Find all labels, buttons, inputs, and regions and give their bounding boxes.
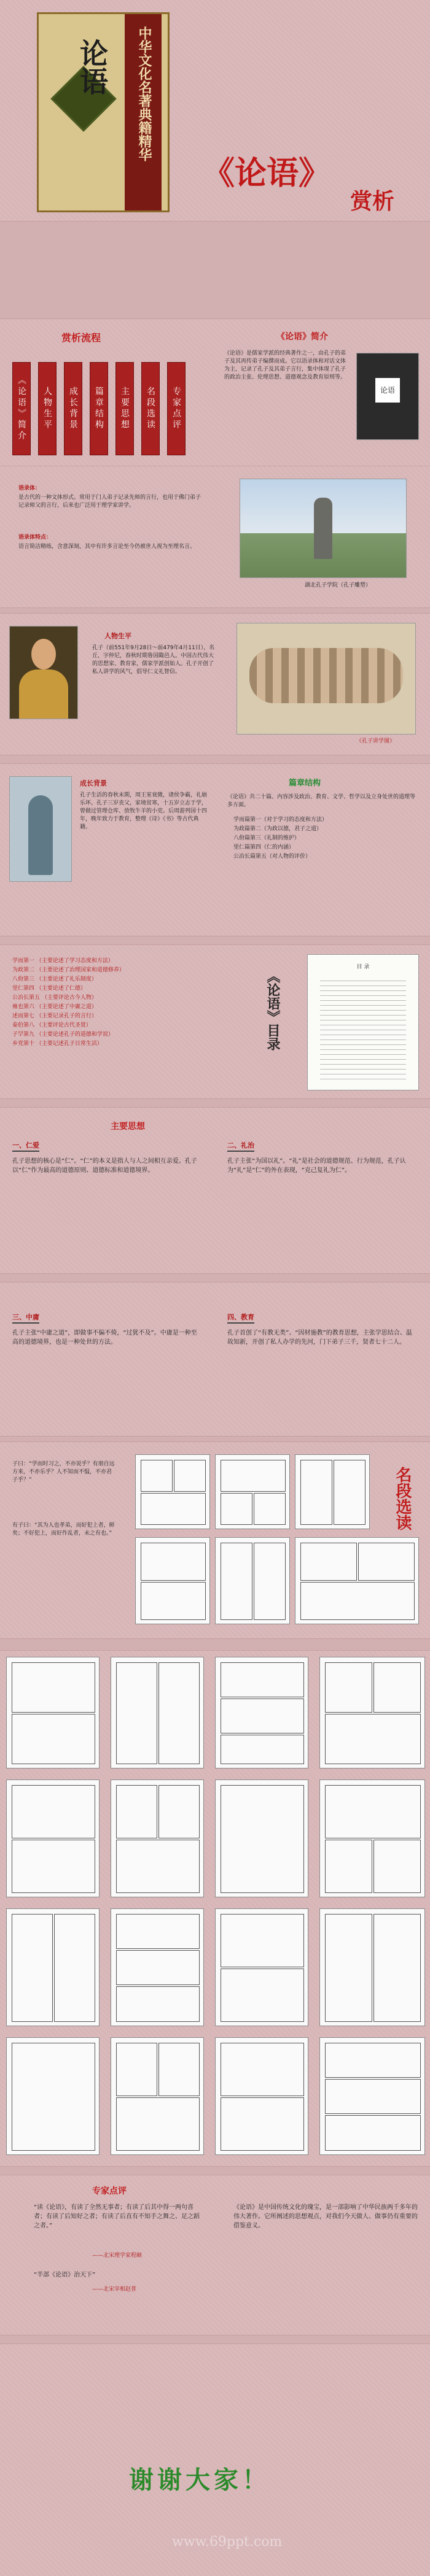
comic-grid-4 [319,1657,425,1768]
book-image-label: 论语 [375,378,400,403]
expert-quote-2: “半部《论语》治天下” [34,2272,96,2278]
painting-figures [249,648,403,703]
slide-expert [0,2175,430,2335]
sub-title: 赏析 [350,188,395,214]
thought-title: 主要思想 [111,1122,145,1132]
comic-grid-13 [6,2037,100,2155]
slide-selected-reading [0,1442,430,1638]
toc-item-10: 乡党第十 （主要记述孔子日常生活） [12,1041,103,1047]
flow-title: 赏析流程 [61,332,101,344]
thanks-text: 谢谢大家！ [129,2466,270,2494]
comic-grid-3 [215,1657,308,1768]
comic-grid-12 [319,1908,425,2026]
comic-grid-1 [6,1657,100,1768]
step-6[interactable]: 名段选读 [141,362,160,455]
comic-grid-14 [111,2037,204,2155]
slide-flow-intro [0,319,430,491]
bg-title: 成长背景 [80,779,107,787]
toc-page-header: 目 录 [356,964,370,970]
step-7[interactable]: 专家点评 [167,362,186,455]
thought-h3: 三、中庸 [12,1313,39,1324]
comic-2 [215,1454,290,1529]
slide-comics [0,1651,430,2166]
book-cover [37,12,170,212]
toc-title: 《论语》目录 [265,970,281,1051]
portrait-face [31,639,56,669]
slide-toc [0,945,430,1098]
toc-item-6: 雍也第六 （主要论述了中庸之道） [12,1004,97,1010]
yulu-label: 语录体： [18,485,41,492]
comic-4 [135,1537,210,1624]
reading-text-2: 有子曰：“其为人也孝弟，而好犯上者，鲜矣；不好犯上，而好作乱者，未之有也。” [12,1522,115,1537]
struct-item-2: 为政篇第二（为政以德，君子之道） [233,826,322,832]
comic-grid-6 [111,1780,204,1897]
slide-life [0,614,430,755]
comic-grid-7 [215,1780,308,1897]
expert-quote-1: “读《论语》，有读了全然无事者；有读了后其中得一两句喜者；有读了后知好之者；有读了后直有不知手之舞之、足之蹈之者。” [34,2204,200,2229]
comic-1 [135,1454,210,1529]
life-title: 人物生平 [104,632,131,640]
step-3[interactable]: 成长背景 [64,362,82,455]
thought-h2: 二、礼治 [227,1141,254,1152]
comic-6 [295,1537,419,1624]
painting-caption: 《孔子讲学图》 [356,738,396,744]
expert-right-text: 《论语》是中国传统文化的瑰宝，是一部影响了中华民族两千多年的伟大著作。它所阐述的思想观点，对我们今天做人、做事仍有重要的借鉴意义。 [233,2204,418,2229]
lecture-painting [237,623,416,735]
toc-item-2: 为政第二 （主要论述了治理国家和道德修养） [12,967,125,973]
bg-text: 孔子生活的春秋末期，周王室衰微，诸侯争霸，礼崩乐坏。孔子三岁丧父，家境贫寒，十五岁立志于学，曾做过管理仓库、放牧牛羊的小吏。后周游列国十四年，晚年致力于教育，整理《诗》《书》等古代典籍。 [80,792,208,830]
life-text: 孔子（前551年9月28日～前479年4月11日），名丘，字仲尼，春秋时期鲁国陬邑人。中国古代伟大的思想家、教育家，儒家学派创始人。孔子开创了私人讲学的风气，倡导仁义礼智信。 [92,645,215,675]
thought-p3: 孔子主张“中庸之道”，即做事不偏不倚，“过犹不及”。中庸是一种至高的道德境界，也是一种处世的方法。 [12,1330,197,1346]
book-image [356,353,419,440]
struct-title: 篇章结构 [289,779,321,788]
intro-text: 《论语》是儒家学派的经典著作之一，由孔子的弟子及其再传弟子编撰而成。它以语录体和对话文体为主，记录了孔子及其弟子言行，集中体现了孔子的政治主张、伦理思想、道德观念及教育原则等。 [224,350,346,380]
step-5[interactable]: 主要思想 [115,362,134,455]
cover-slide [0,0,430,221]
statue-figure [314,498,332,559]
thought-p2: 孔子主张“为国以礼”。“礼”是社会的道德规范、行为规范，孔子认为“礼”是“仁”的外在表现，“克己复礼为仁”。 [227,1158,406,1174]
book-spine-text: 中华文化名著典籍精华 [136,26,152,161]
expert-src-2: ——北宋宰相赵普 [92,2286,137,2293]
thought-p4: 孔子首创了“有教无类”、“因材施教”的教育思想，主张学思结合、温故知新，开创了私人办学的先河，门下弟子三千，贤者七十二人。 [227,1330,412,1346]
comic-grid-15 [215,2037,308,2155]
yulu-feature-label: 语录体特点： [18,534,52,541]
background-figure [28,795,53,875]
toc-page-lines [320,976,406,1081]
watermark: www.69ppt.com [172,2534,283,2550]
comic-grid-11 [215,1908,308,2026]
step-2[interactable]: 人物生平 [38,362,57,455]
toc-item-8: 泰伯第八 （主要评论古代圣贤） [12,1022,92,1028]
yulu-feature-text: 语言简洁精练，含意深刻，其中有许多言论至今仍被世人视为至理名言。 [18,544,196,550]
statue-caption: 湖北孔子学院（孔子雕塑） [304,582,371,588]
thought-p1: 孔子思想的核心是“仁”。“仁”的本义是指人与人之间相互亲爱。孔子以“仁”作为最高的道德原则、道德标准和道德境界。 [12,1158,197,1174]
intro-title: 《论语》简介 [276,332,328,342]
toc-item-4: 里仁第四 （主要论述了仁德） [12,985,86,992]
struct-item-5: 公冶长篇第五（对人物的评价） [233,854,311,860]
toc-item-5: 公冶长第五 （主要评论古今人物） [12,995,97,1001]
main-title: 《论语》 [203,155,331,192]
comic-grid-10 [111,1908,204,2026]
portrait-robe [19,669,68,719]
struct-item-3: 八佾篇第三（礼制的维护） [233,835,300,841]
slide-background-structure [0,764,430,936]
toc-page [307,954,419,1090]
comic-grid-2 [111,1657,204,1768]
thought-h4: 四、教育 [227,1313,254,1324]
step-1[interactable]: 《论语》简介 [12,362,31,455]
comic-grid-9 [6,1908,100,2026]
slide-thought-1 [0,1108,430,1273]
confucius-portrait [9,626,78,719]
background-painting [9,776,72,882]
expert-src-1: ——北宋理学家程颐 [92,2253,143,2259]
toc-item-7: 述而第七 （主要记录孔子的言行） [12,1013,97,1019]
slide-ending [0,2344,430,2576]
slide-thought-2 [0,1282,430,1436]
toc-item-3: 八佾第三 （主要论述了礼乐制度） [12,976,97,982]
selection-label: 名段选读 [393,1467,412,1530]
comic-grid-8 [319,1780,425,1897]
reading-text-1: 子曰：“学而时习之，不亦说乎？有朋自远方来，不亦乐乎？人不知而不愠，不亦君子乎？” [12,1461,115,1483]
book-title-text: 论语 [76,39,109,95]
step-4[interactable]: 篇章结构 [90,362,108,455]
statue-photo [240,479,407,578]
comic-grid-16 [319,2037,425,2155]
comic-grid-5 [6,1780,100,1897]
comic-3 [295,1454,370,1529]
thought-h1: 一、仁爱 [12,1141,39,1152]
struct-item-4: 里仁篇第四（仁的内涵） [233,844,295,850]
expert-title: 专家点评 [92,2186,127,2196]
comic-5 [215,1537,290,1624]
yulu-text: 是古代的一种文体形式。常用于门人弟子记录先师的言行，也用于佛门弟子记录师父的言行，后来也广泛用于理学家讲学。 [18,495,201,509]
slide-yulu [0,466,430,607]
toc-item-1: 学而第一 （主要论述了学习态度和方法） [12,958,114,964]
struct-text: 《论语》共二十篇。内容涉及政治、教育、文学、哲学以及立身处世的道理等多方面。 [227,794,416,808]
struct-item-1: 学而篇第一（对于学习的态度和方法） [233,817,328,823]
toc-item-9: 子罕第九 （主要论述孔子的道德和学说） [12,1032,114,1038]
